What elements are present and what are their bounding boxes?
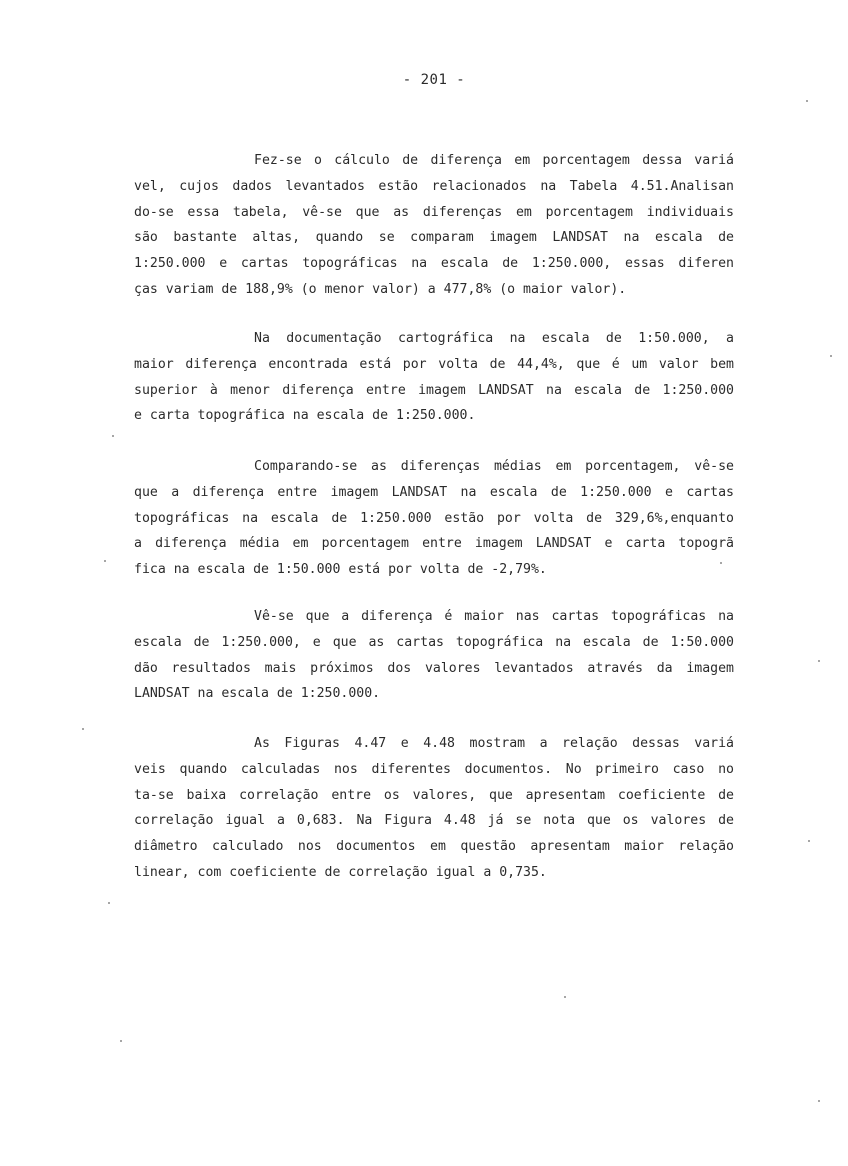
paragraph-4 [134,604,734,707]
paragraph-line: 1:250.000 e cartas topográficas na escala de 1:250.000, essas diferen [134,256,734,272]
paragraph-line: correlação igual a 0,683. Na Figura 4.48 já se nota que os valores de [134,813,734,829]
paragraph-line: Comparando-se as diferenças médias em porcentagem, vê-se [254,459,734,474]
scan-speck [818,660,820,662]
paragraph-2 [134,326,734,429]
scan-speck [806,100,808,102]
scan-speck [830,355,832,357]
paragraph-line: maior diferença encontrada está por volta de 44,4%, que é um valor bem [134,356,734,372]
paragraph-line: Vê-se que a diferença é maior nas cartas topográficas na [254,609,734,624]
scan-speck [808,840,810,842]
paragraph-line: escala de 1:250.000, e que as cartas topográfica na escala de 1:50.000 [134,634,734,650]
scan-speck [112,435,114,437]
paragraph-line: dão resultados mais próximos dos valores levantados através da imagem [134,660,734,676]
paragraph-line: vel, cujos dados levantados estão relacionados na Tabela 4.51.Analisan [134,178,734,194]
paragraph-line: As Figuras 4.47 e 4.48 mostram a relação dessas variá [254,736,734,751]
scan-speck [120,1040,122,1042]
paragraph-line: linear, com coeficiente de correlação igual a 0,735. [134,864,547,880]
paragraph-line: LANDSAT na escala de 1:250.000. [134,686,381,702]
paragraph-line: fica na escala de 1:50.000 está por volta de -2,79%. [134,562,547,578]
paragraph-line: Fez-se o cálculo de diferença em porcentagem dessa variá [254,153,734,168]
paragraph-line: veis quando calculadas nos diferentes documentos. No primeiro caso no [134,761,734,777]
paragraph-line: são bastante altas, quando se comparam imagem LANDSAT na escala de [134,230,734,246]
paragraph-line: ças variam de 188,9% (o menor valor) a 477,8% (o maior valor). [134,281,627,297]
paragraph-line: ta-se baixa correlação entre os valores, que apresentam coeficiente de [134,787,734,803]
scan-speck [564,996,566,998]
paragraph-3 [134,454,734,583]
paragraph-1 [134,148,734,303]
paragraph-line: a diferença média em porcentagem entre imagem LANDSAT e carta topogrã [134,536,734,552]
scan-speck [818,1100,820,1102]
paragraph-line: e carta topográfica na escala de 1:250.000. [134,408,476,424]
scan-speck [108,902,110,904]
paragraph-line: superior à menor diferença entre imagem LANDSAT na escala de 1:250.000 [134,382,734,398]
paragraph-line: que a diferença entre imagem LANDSAT na escala de 1:250.000 e cartas [134,484,734,500]
paragraph-5 [134,731,734,886]
scan-speck [720,562,722,564]
page-number: - 201 - [402,72,466,88]
scan-speck [82,728,84,730]
paragraph-line: Na documentação cartográfica na escala de 1:50.000, a [254,331,734,346]
paragraph-line: topográficas na escala de 1:250.000 estão por volta de 329,6%,enquanto [134,510,734,526]
paragraph-line: diâmetro calculado nos documentos em questão apresentam maior relação [134,839,734,855]
scan-speck [104,560,106,562]
paragraph-line: do-se essa tabela, vê-se que as diferenças em porcentagem individuais [134,204,734,220]
